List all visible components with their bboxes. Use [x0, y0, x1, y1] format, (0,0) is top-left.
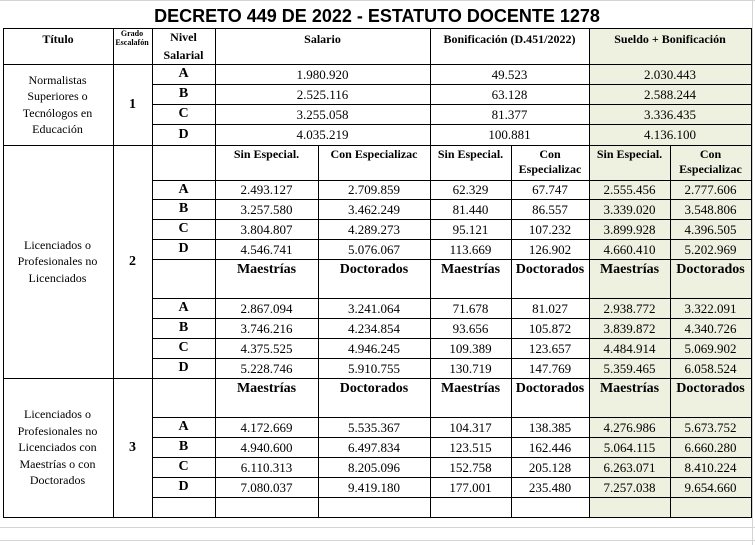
- nivel-label: B: [178, 320, 189, 335]
- header-salario: Salario: [304, 32, 341, 46]
- titulo-group-3: Licenciados o Profesionales no Licenciados con Maestrías o con Doctorados: [17, 407, 98, 488]
- table-border: [152, 358, 752, 359]
- table-border: [152, 417, 752, 418]
- table-border: [152, 437, 752, 438]
- grado-2: 2: [129, 253, 136, 269]
- table-border: [152, 298, 752, 299]
- salario-cell: 5.228.746: [240, 360, 293, 376]
- bonificacion-cell: 235.480: [528, 479, 572, 495]
- sueldo-cell: 4.136.100: [644, 127, 696, 142]
- sueldo-cell: 3.339.020: [603, 201, 656, 217]
- table-border: [152, 84, 752, 85]
- subheader-maestrias: Maestrías: [440, 381, 501, 396]
- bonificacion-cell: 109.389: [449, 340, 492, 356]
- gridline: [0, 0, 755, 1]
- nivel-label: A: [178, 66, 189, 81]
- salario-cell: 2.709.859: [348, 182, 400, 197]
- salario-cell: 3.257.580: [240, 201, 293, 217]
- sueldo-cell: 5.069.902: [684, 340, 737, 356]
- bonificacion-cell: 71.678: [452, 300, 489, 316]
- sueldo-cell: 2.588.244: [644, 86, 696, 102]
- table-border: [3, 517, 752, 518]
- nivel-label: D: [178, 241, 189, 256]
- subheader-maestrias: Maestrías: [440, 262, 501, 277]
- bonificacion-cell: 93.656: [452, 320, 489, 336]
- nivel-label: B: [178, 86, 189, 101]
- salario-cell: 3.746.216: [240, 320, 293, 336]
- subheader-maestrias: Maestrías: [599, 381, 660, 396]
- salario-cell: 4.940.600: [240, 439, 293, 455]
- header-grado: Grado Escalafón: [115, 28, 149, 47]
- sueldo-cell: 3.336.435: [644, 106, 696, 122]
- bonificacion-cell: 138.385: [528, 419, 572, 435]
- table-border: [589, 28, 590, 518]
- salario-cell: 3.241.064: [348, 300, 400, 316]
- bonificacion-cell: 152.758: [449, 459, 492, 475]
- bonificacion-cell: 100.881: [488, 127, 531, 142]
- subheader-doctorados: Doctorados: [339, 381, 409, 396]
- header-nivel: Nivel Salarial: [163, 30, 204, 62]
- gridline: [0, 527, 755, 528]
- header-sueldo: Sueldo + Bonificación: [614, 32, 726, 46]
- bonificacion-cell: 67.747: [532, 182, 568, 197]
- sueldo-cell: 4.340.726: [684, 320, 737, 336]
- salario-cell: 2.525.116: [296, 86, 349, 102]
- nivel-label: C: [178, 221, 189, 236]
- subheader-maestrias: Maestrías: [236, 262, 297, 277]
- bonificacion-cell: 81.027: [532, 300, 568, 316]
- subheader-maestrias: Maestrías: [236, 381, 297, 396]
- nivel-label: D: [178, 479, 189, 494]
- salario-cell: 3.462.249: [348, 201, 400, 217]
- salario-cell: 4.035.219: [296, 127, 349, 142]
- sueldo-cell: 4.276.986: [603, 419, 656, 435]
- bonificacion-cell: 113.669: [449, 241, 492, 257]
- bonificacion-cell: 123.657: [528, 340, 572, 356]
- table-border: [3, 378, 752, 379]
- salario-cell: 5.535.367: [348, 419, 400, 435]
- bonificacion-cell: 104.317: [449, 419, 492, 435]
- table-border: [751, 28, 752, 518]
- subheader-doctorados: Doctorados: [339, 262, 409, 277]
- bonificacion-cell: 95.121: [452, 221, 489, 237]
- table-border: [152, 457, 752, 458]
- subheader-sin-especial: Sin Especial.: [437, 147, 504, 161]
- sueldo-cell: 5.673.752: [684, 419, 737, 435]
- table-border: [152, 497, 752, 498]
- bonificacion-cell: 126.902: [528, 241, 572, 257]
- bonificacion-cell: 81.377: [491, 106, 528, 122]
- subheader-sin-especial: Sin Especial.: [596, 147, 663, 161]
- bonificacion-cell: 62.329: [452, 182, 489, 197]
- sueldo-cell: 9.654.660: [684, 479, 737, 495]
- subheader-doctorados: Doctorados: [515, 381, 585, 396]
- table-border: [511, 145, 512, 518]
- subheader-doctorados: Doctorados: [676, 262, 745, 277]
- sueldo-cell: 5.359.465: [603, 360, 656, 376]
- page-title: DECRETO 449 DE 2022 - ESTATUTO DOCENTE 1278: [154, 6, 600, 26]
- grado-3: 3: [129, 439, 136, 455]
- table-border: [430, 28, 431, 518]
- subheader-con: Con: [699, 147, 722, 161]
- salario-cell: 1.980.920: [296, 66, 349, 82]
- salario-cell: 3.255.058: [296, 106, 349, 122]
- table-border: [152, 219, 752, 220]
- table-border: [152, 199, 752, 200]
- gridline: [752, 0, 753, 545]
- salario-cell: 2.867.094: [240, 300, 293, 316]
- bonificacion-cell: 123.515: [449, 439, 492, 455]
- table-border: [3, 28, 4, 518]
- table-border: [152, 28, 153, 518]
- subheader-con: Con: [539, 147, 561, 161]
- sueldo-cell: 3.322.091: [684, 300, 737, 316]
- salario-cell: 4.946.245: [348, 340, 400, 356]
- salario-cell: 4.375.525: [240, 340, 293, 356]
- titulo-group-2: Licenciados o Profesionales no Licenciados: [17, 237, 98, 285]
- bonificacion-cell: 81.440: [452, 201, 489, 217]
- table-border: [670, 145, 671, 518]
- bonificacion-cell: 63.128: [491, 86, 528, 102]
- salario-cell: 9.419.180: [348, 479, 400, 495]
- gridline: [0, 540, 755, 541]
- salario-cell: 4.289.273: [348, 221, 400, 237]
- sueldo-cell: 4.396.505: [684, 221, 737, 237]
- salario-cell: 6.110.313: [240, 459, 293, 475]
- nivel-label: A: [178, 419, 189, 434]
- sueldo-cell: 2.030.443: [644, 66, 696, 82]
- salario-cell: 4.172.669: [240, 419, 293, 435]
- sueldo-cell: 3.548.806: [684, 201, 737, 217]
- bonificacion-cell: 105.872: [528, 320, 572, 336]
- table-border: [215, 28, 216, 518]
- bonificacion-cell: 177.001: [449, 479, 492, 495]
- sueldo-cell: 3.899.928: [603, 221, 656, 237]
- bonificacion-cell: 107.232: [528, 221, 572, 237]
- salario-cell: 4.234.854: [348, 320, 400, 336]
- subheader-especializac: Especializac: [679, 162, 742, 176]
- sueldo-cell: 7.257.038: [603, 479, 656, 495]
- nivel-label: B: [178, 439, 189, 454]
- nivel-label: A: [178, 181, 189, 197]
- table-border: [3, 145, 752, 146]
- table-border: [152, 259, 752, 260]
- sueldo-cell: 6.263.071: [603, 459, 656, 475]
- sueldo-cell: 8.410.224: [684, 459, 737, 475]
- header-titulo: Título: [42, 32, 74, 46]
- salario-cell: 3.804.807: [240, 221, 293, 237]
- salario-cell: 8.205.096: [348, 459, 400, 475]
- salario-cell: 2.493.127: [240, 182, 293, 197]
- grado-1: 1: [129, 96, 136, 112]
- subheader-con-especializac: Con Especializac: [330, 147, 418, 161]
- nivel-label: D: [178, 360, 189, 375]
- subheader-doctorados: Doctorados: [515, 262, 585, 277]
- nivel-label: D: [178, 126, 189, 142]
- salario-cell: 5.076.067: [348, 241, 400, 257]
- table-border: [152, 124, 752, 125]
- subheader-sin-especial: Sin Especial.: [233, 147, 300, 161]
- salario-cell: 5.910.755: [348, 360, 400, 376]
- sueldo-cell: 5.202.969: [684, 241, 737, 257]
- table-border: [152, 477, 752, 478]
- bonificacion-cell: 130.719: [449, 360, 492, 376]
- table-border: [152, 239, 752, 240]
- table-border: [152, 338, 752, 339]
- table-border: [318, 145, 319, 518]
- salario-cell: 4.546.741: [240, 241, 293, 257]
- sueldo-cell: 6.660.280: [684, 439, 737, 455]
- table-border: [152, 104, 752, 105]
- titulo-group-1: Normalistas Superiores o Tecnólogos en Educación: [22, 72, 93, 136]
- salario-cell: 7.080.037: [240, 479, 293, 495]
- nivel-label: C: [178, 106, 189, 121]
- table-border: [152, 180, 752, 181]
- sueldo-cell: 4.484.914: [603, 340, 656, 356]
- sueldo-cell: 6.058.524: [684, 360, 737, 376]
- bonificacion-cell: 162.446: [528, 439, 572, 455]
- salario-cell: 6.497.834: [348, 439, 400, 455]
- table-border: [3, 64, 752, 65]
- nivel-label: B: [178, 201, 189, 216]
- sueldo-cell: 3.839.872: [603, 320, 656, 336]
- table-border: [113, 28, 114, 518]
- sueldo-cell: 5.064.115: [603, 439, 656, 455]
- subheader-doctorados: Doctorados: [676, 381, 745, 396]
- bonificacion-cell: 205.128: [528, 459, 572, 475]
- sueldo-cell: 2.938.772: [603, 300, 656, 316]
- nivel-label: C: [178, 340, 189, 355]
- sueldo-cell: 2.777.606: [684, 182, 737, 197]
- nivel-label: A: [178, 300, 189, 315]
- subheader-especializac: Especializac: [518, 162, 582, 176]
- bonificacion-cell: 147.769: [528, 360, 572, 376]
- bonificacion-cell: 86.557: [532, 201, 568, 217]
- sueldo-cell: 4.660.410: [603, 241, 656, 257]
- table-border: [152, 318, 752, 319]
- header-bonificacion: Bonificación (D.451/2022): [443, 32, 576, 46]
- nivel-label: C: [178, 459, 189, 474]
- subheader-maestrias: Maestrías: [599, 262, 660, 277]
- sueldo-cell: 2.555.456: [603, 182, 656, 197]
- table-border: [3, 28, 752, 29]
- bonificacion-cell: 49.523: [491, 66, 528, 82]
